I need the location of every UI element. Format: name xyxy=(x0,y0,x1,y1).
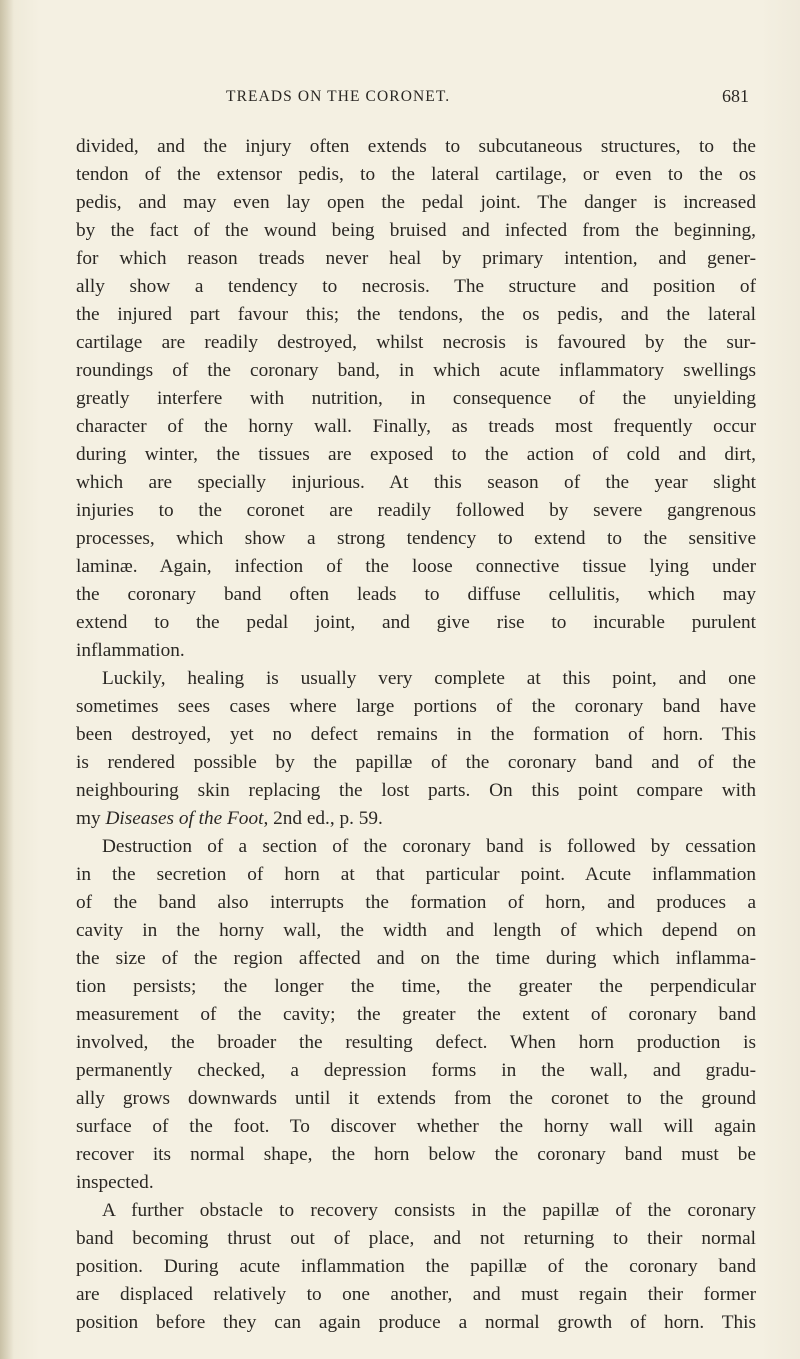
reference-prefix: my xyxy=(76,808,106,829)
text-line: been destroyed, yet no defect remains in the formation of horn. This xyxy=(76,724,756,745)
text-line: the coronary band often leads to diffuse cellulitis, which may xyxy=(76,584,756,605)
page-number: 681 xyxy=(722,86,749,106)
text-line: tendon of the extensor pedis, to the lateral cartilage, or even to the os xyxy=(76,164,756,185)
text-line: the size of the region affected and on the time during which inflamma- xyxy=(76,948,756,969)
text-line: during winter, the tissues are exposed to the action of cold and dirt, xyxy=(76,444,756,465)
reference-line xyxy=(76,805,756,833)
text-line: measurement of the cavity; the greater the extent of coronary band xyxy=(76,1004,756,1025)
text-line: permanently checked, a depression forms in the wall, and gradu- xyxy=(76,1060,756,1081)
text-line: of the band also interrupts the formation of horn, and produces a xyxy=(76,892,756,913)
text-line: recover its normal shape, the horn below the coronary band must be xyxy=(76,1144,756,1165)
book-title: Diseases of the Foot xyxy=(105,808,264,829)
text-line: greatly interfere with nutrition, in consequence of the unyielding xyxy=(76,388,756,409)
text-line: neighbouring skin replacing the lost parts. On this point compare with xyxy=(76,780,756,801)
body-text xyxy=(76,133,756,1337)
text-line: in the secretion of horn at that particular point. Acute inflammation xyxy=(76,864,756,885)
text-line: by the fact of the wound being bruised and infected from the beginning, xyxy=(76,220,756,241)
running-head xyxy=(0,88,800,112)
paragraph-start-line: Luckily, healing is usually very complete at this point, and one xyxy=(102,668,756,689)
text-line: are displaced relatively to one another, and must regain their former xyxy=(76,1284,756,1305)
reference-suffix: , 2nd ed., p. 59. xyxy=(263,808,383,829)
text-line: character of the horny wall. Finally, as treads most frequently occur xyxy=(76,416,756,437)
text-line: injuries to the coronet are readily followed by severe gangrenous xyxy=(76,500,756,521)
text-line: extend to the pedal joint, and give rise to incurable purulent xyxy=(76,612,756,633)
text-line: position. During acute inflammation the papillæ of the coronary band xyxy=(76,1256,756,1277)
text-line: sometimes sees cases where large portions of the coronary band have xyxy=(76,696,756,717)
text-line: ally show a tendency to necrosis. The structure and position of xyxy=(76,276,756,297)
binding-shadow xyxy=(0,0,14,1359)
text-line: laminæ. Again, infection of the loose connective tissue lying under xyxy=(76,556,756,577)
text-line: the injured part favour this; the tendons, the os pedis, and the lateral xyxy=(76,304,756,325)
running-title: TREADS ON THE CORONET. xyxy=(226,88,451,105)
text-line: involved, the broader the resulting defect. When horn production is xyxy=(76,1032,756,1053)
text-line: inspected. xyxy=(76,1172,154,1193)
text-line: divided, and the injury often extends to subcutaneous structures, to the xyxy=(76,136,756,157)
text-line: surface of the foot. To discover whether the horny wall will again xyxy=(76,1116,756,1137)
text-line: position before they can again produce a normal growth of horn. This xyxy=(76,1312,756,1333)
text-line: pedis, and may even lay open the pedal joint. The danger is increased xyxy=(76,192,756,213)
text-line: for which reason treads never heal by primary intention, and gener- xyxy=(76,248,756,269)
text-line: which are specially injurious. At this season of the year slight xyxy=(76,472,756,493)
text-line: cartilage are readily destroyed, whilst necrosis is favoured by the sur- xyxy=(76,332,756,353)
text-line: tion persists; the longer the time, the greater the perpendicular xyxy=(76,976,756,997)
text-line: ally grows downwards until it extends from the coronet to the ground xyxy=(76,1088,756,1109)
text-line: cavity in the horny wall, the width and length of which depend on xyxy=(76,920,756,941)
text-line: roundings of the coronary band, in which acute inflammatory swellings xyxy=(76,360,756,381)
paragraph-start-line: A further obstacle to recovery consists in the papillæ of the coronary xyxy=(102,1200,756,1221)
text-line: inflammation. xyxy=(76,640,185,661)
text-line: band becoming thrust out of place, and not returning to their normal xyxy=(76,1228,756,1249)
paragraph-start-line: Destruction of a section of the coronary band is followed by cessation xyxy=(102,836,756,857)
text-line: processes, which show a strong tendency to extend to the sensitive xyxy=(76,528,756,549)
text-line: is rendered possible by the papillæ of the coronary band and of the xyxy=(76,752,756,773)
